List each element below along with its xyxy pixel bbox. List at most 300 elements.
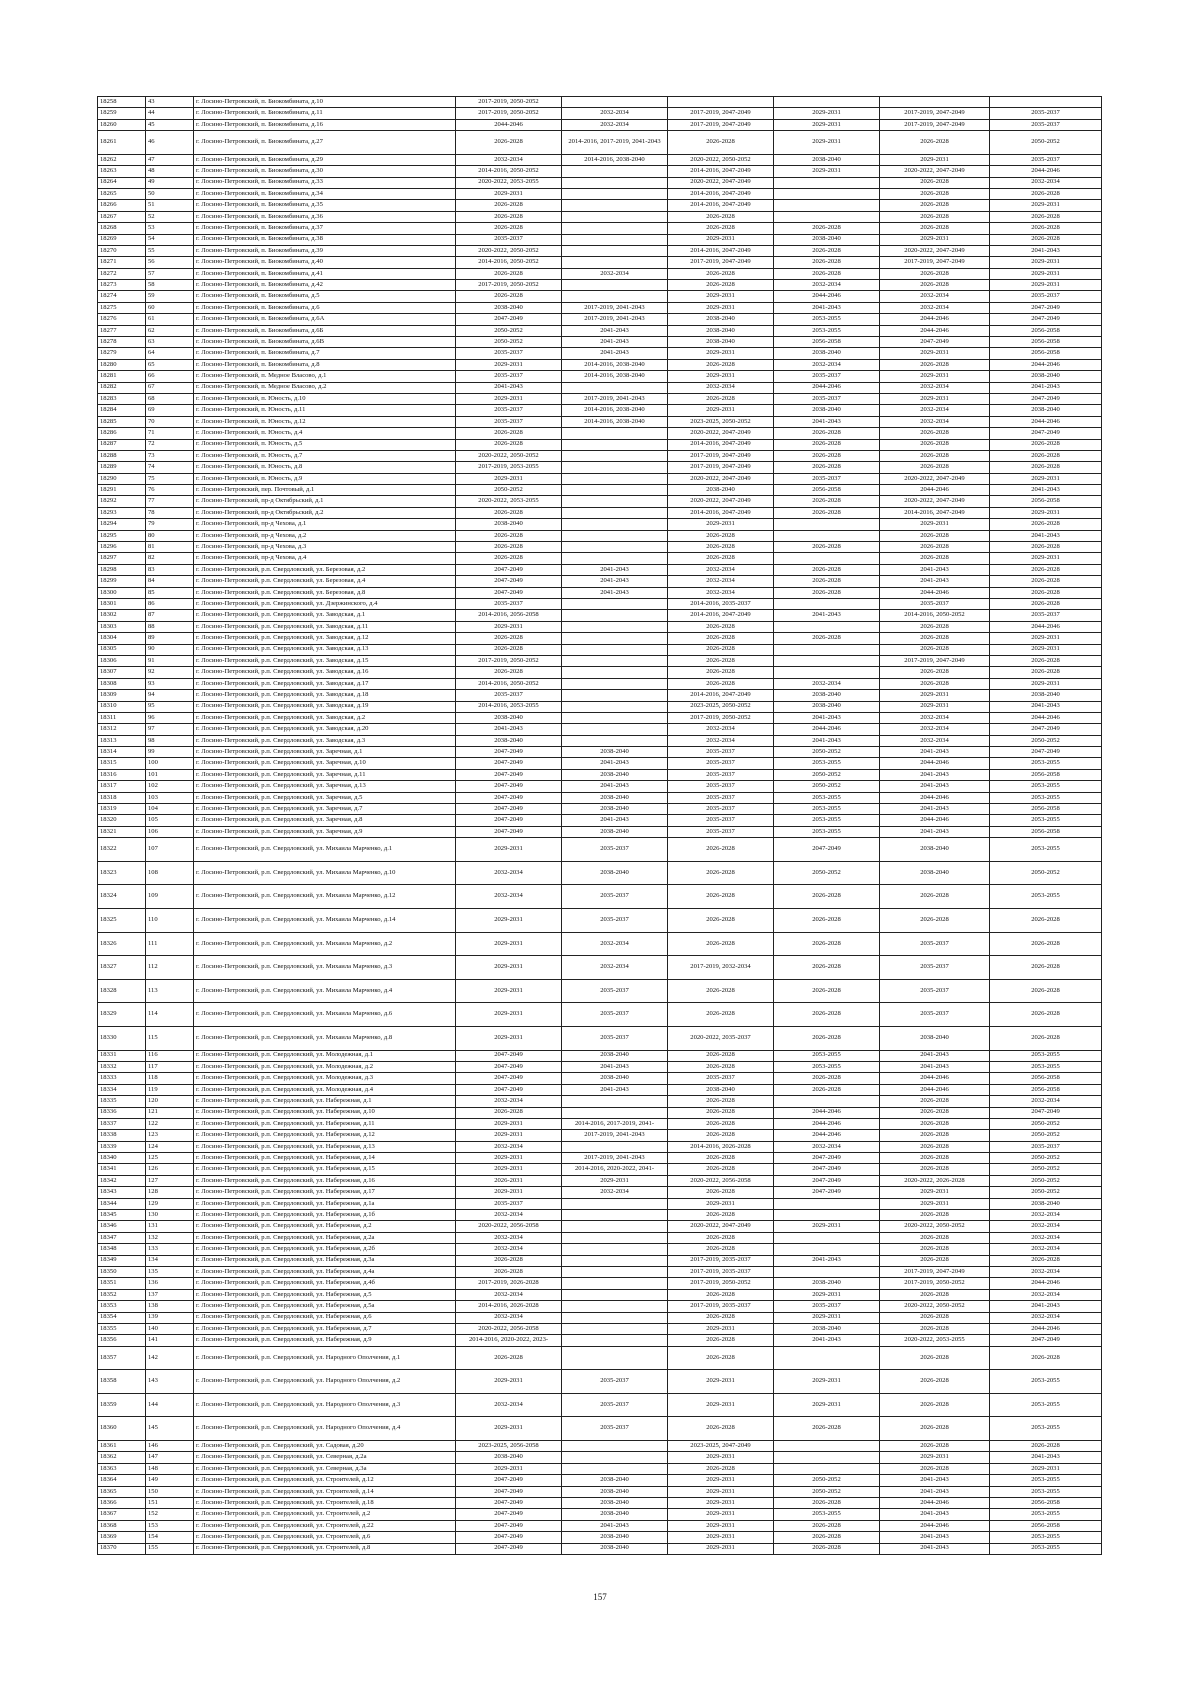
address-cell: г. Лосино-Петровский, р.п. Свердловский, ул. Набережная, д.7	[194, 1323, 456, 1334]
period-cell: 2035-2037	[990, 154, 1102, 165]
period-cell: 2029-2031	[456, 621, 562, 632]
period-cell	[774, 667, 880, 678]
period-cell	[562, 485, 668, 496]
period-cell: 2026-2028	[456, 1346, 562, 1370]
period-cell: 2053-2055	[774, 758, 880, 769]
period-cell: 2017-2019, 2047-2049	[880, 257, 990, 268]
period-cell: 2026-2028	[456, 439, 562, 450]
period-cell	[562, 97, 668, 108]
period-cell: 2026-2028	[990, 599, 1102, 610]
period-cell: 2017-2019, 2047-2049	[880, 108, 990, 119]
period-cell: 2026-2028	[880, 1323, 990, 1334]
table-row	[98, 1221, 1102, 1232]
address-cell: г. Лосино-Петровский, п. Биокомбината, д.6А	[194, 314, 456, 325]
period-cell	[562, 223, 668, 234]
period-cell: 2038-2040	[562, 861, 668, 885]
table-row	[98, 519, 1102, 530]
period-cell: 2026-2028	[774, 257, 880, 268]
period-cell: 2020-2022, 2047-2049	[668, 177, 774, 188]
period-cell: 2026-2028	[774, 1073, 880, 1084]
record-id-cell: 18266	[98, 200, 146, 211]
record-id-cell: 18281	[98, 371, 146, 382]
address-cell: г. Лосино-Петровский, п. Биокомбината, д.5	[194, 291, 456, 302]
table-row	[98, 932, 1102, 956]
period-cell: 2026-2028	[668, 678, 774, 689]
record-id-cell: 18355	[98, 1323, 146, 1334]
row-number-cell: 133	[146, 1244, 194, 1255]
period-cell: 2026-2028	[990, 576, 1102, 587]
record-id-cell: 18261	[98, 131, 146, 155]
row-number-cell: 97	[146, 724, 194, 735]
address-cell: г. Лосино-Петровский, р.п. Свердловский, ул. Молодежная, д.2	[194, 1061, 456, 1072]
address-cell: г. Лосино-Петровский, р.п. Свердловский, ул. Строителей, д.22	[194, 1520, 456, 1531]
period-cell	[562, 667, 668, 678]
period-cell: 2032-2034	[990, 1289, 1102, 1300]
period-cell: 2044-2046	[880, 1084, 990, 1095]
period-cell: 2047-2049	[456, 1061, 562, 1072]
period-cell: 2038-2040	[880, 861, 990, 885]
period-cell: 2026-2028	[456, 667, 562, 678]
address-cell: г. Лосино-Петровский, р.п. Свердловский, ул. Заречная, д.1	[194, 747, 456, 758]
period-cell: 2053-2055	[990, 1417, 1102, 1441]
period-cell	[774, 1452, 880, 1463]
table-row	[98, 587, 1102, 598]
record-id-cell: 18347	[98, 1232, 146, 1243]
period-cell: 2026-2028	[774, 576, 880, 587]
period-cell: 2044-2046	[880, 792, 990, 803]
period-cell: 2035-2037	[774, 393, 880, 404]
period-cell: 2041-2043	[562, 1084, 668, 1095]
period-cell: 2026-2028	[668, 1463, 774, 1474]
table-row	[98, 97, 1102, 108]
period-cell: 2035-2037	[880, 979, 990, 1003]
period-cell: 2026-2028	[774, 507, 880, 518]
table-row	[98, 416, 1102, 427]
table-row	[98, 223, 1102, 234]
row-number-cell: 106	[146, 826, 194, 837]
address-cell: г. Лосино-Петровский, р.п. Свердловский, ул. Заводская, д.20	[194, 724, 456, 735]
record-id-cell: 18298	[98, 564, 146, 575]
period-cell: 2044-2046	[990, 1278, 1102, 1289]
period-cell	[562, 280, 668, 291]
period-cell: 2017-2019, 2047-2049	[880, 1266, 990, 1277]
row-number-cell: 74	[146, 462, 194, 473]
row-number-cell: 140	[146, 1323, 194, 1334]
period-cell	[774, 1266, 880, 1277]
period-cell: 2026-2028	[774, 1026, 880, 1050]
period-cell: 2026-2028	[880, 1153, 990, 1164]
record-id-cell: 18369	[98, 1532, 146, 1543]
period-cell: 2026-2028	[774, 587, 880, 598]
period-cell: 2032-2034	[880, 405, 990, 416]
period-cell: 2035-2037	[562, 1393, 668, 1417]
row-number-cell: 114	[146, 1003, 194, 1027]
address-cell: г. Лосино-Петровский, пер. Почтовый, д.1	[194, 485, 456, 496]
period-cell	[562, 245, 668, 256]
row-number-cell: 131	[146, 1221, 194, 1232]
period-cell: 2017-2019, 2047-2049	[880, 119, 990, 130]
period-cell: 2035-2037	[456, 348, 562, 359]
period-cell: 2044-2046	[990, 416, 1102, 427]
period-cell: 2041-2043	[774, 735, 880, 746]
table-row	[98, 1532, 1102, 1543]
record-id-cell: 18367	[98, 1509, 146, 1520]
address-cell: г. Лосино-Петровский, р.п. Свердловский, ул. Заводская, д.1	[194, 610, 456, 621]
row-number-cell: 61	[146, 314, 194, 325]
period-cell: 2035-2037	[774, 1301, 880, 1312]
period-cell: 2026-2028	[990, 1255, 1102, 1266]
record-id-cell: 18265	[98, 188, 146, 199]
table-row	[98, 108, 1102, 119]
period-cell: 2029-2031	[774, 1221, 880, 1232]
period-cell: 2026-2028	[880, 1463, 990, 1474]
record-id-cell: 18287	[98, 439, 146, 450]
record-id-cell: 18302	[98, 610, 146, 621]
period-cell: 2047-2049	[990, 393, 1102, 404]
row-number-cell: 57	[146, 268, 194, 279]
period-cell: 2038-2040	[456, 302, 562, 313]
address-cell: г. Лосино-Петровский, п. Биокомбината, д.40	[194, 257, 456, 268]
record-id-cell: 18319	[98, 804, 146, 815]
period-cell: 2032-2034	[990, 1266, 1102, 1277]
period-cell: 2029-2031	[456, 979, 562, 1003]
address-cell: г. Лосино-Петровский, р.п. Свердловский, ул. Набережная, д.5а	[194, 1301, 456, 1312]
row-number-cell: 82	[146, 553, 194, 564]
period-cell: 2032-2034	[562, 932, 668, 956]
period-cell: 2020-2022, 2047-2049	[880, 166, 990, 177]
period-cell: 2026-2028	[456, 1255, 562, 1266]
period-cell: 2032-2034	[880, 724, 990, 735]
period-cell: 2026-2028	[668, 1187, 774, 1198]
record-id-cell: 18279	[98, 348, 146, 359]
period-cell: 2041-2043	[880, 1532, 990, 1543]
period-cell: 2041-2043	[990, 1301, 1102, 1312]
row-number-cell: 95	[146, 701, 194, 712]
period-cell: 2053-2055	[774, 1061, 880, 1072]
period-cell	[562, 450, 668, 461]
period-cell: 2053-2055	[774, 325, 880, 336]
address-cell: г. Лосино-Петровский, р.п. Свердловский, ул. Набережная, д.16	[194, 1175, 456, 1186]
period-cell: 2026-2028	[990, 1003, 1102, 1027]
period-cell: 2029-2031	[880, 1187, 990, 1198]
period-cell: 2053-2055	[774, 804, 880, 815]
period-cell: 2047-2049	[456, 769, 562, 780]
record-id-cell: 18341	[98, 1164, 146, 1175]
period-cell: 2026-2028	[990, 1346, 1102, 1370]
period-cell: 2053-2055	[990, 781, 1102, 792]
period-cell: 2047-2049	[990, 302, 1102, 313]
row-number-cell: 118	[146, 1073, 194, 1084]
period-cell: 2020-2022, 2053-2055	[880, 1335, 990, 1346]
period-cell: 2026-2028	[668, 861, 774, 885]
row-number-cell: 129	[146, 1198, 194, 1209]
period-cell: 2041-2043	[880, 826, 990, 837]
table-row	[98, 1107, 1102, 1118]
address-cell: г. Лосино-Петровский, р.п. Свердловский, ул. Михаила Марченко, д.12	[194, 885, 456, 909]
period-cell: 2038-2040	[880, 1026, 990, 1050]
table-row	[98, 781, 1102, 792]
period-cell	[562, 462, 668, 473]
address-cell: г. Лосино-Петровский, р.п. Свердловский, ул. Набережная, д.1б	[194, 1210, 456, 1221]
period-cell: 2035-2037	[562, 1026, 668, 1050]
period-cell: 2026-2028	[774, 496, 880, 507]
period-cell: 2038-2040	[774, 234, 880, 245]
record-id-cell: 18292	[98, 496, 146, 507]
period-cell: 2026-2028	[880, 188, 990, 199]
address-cell: г. Лосино-Петровский, п. Биокомбината, д.8	[194, 359, 456, 370]
period-cell: 2047-2049	[990, 314, 1102, 325]
row-number-cell: 155	[146, 1543, 194, 1554]
period-cell: 2047-2049	[456, 1509, 562, 1520]
period-cell: 2044-2046	[880, 1520, 990, 1531]
row-number-cell: 135	[146, 1266, 194, 1277]
table-row	[98, 131, 1102, 155]
row-number-cell: 153	[146, 1520, 194, 1531]
record-id-cell: 18325	[98, 908, 146, 932]
address-cell: г. Лосино-Петровский, п. Биокомбината, д.35	[194, 200, 456, 211]
period-cell: 2047-2049	[774, 1187, 880, 1198]
table-row	[98, 1346, 1102, 1370]
address-cell: г. Лосино-Петровский, р.п. Свердловский, ул. Набережная, д.15	[194, 1164, 456, 1175]
table-row	[98, 1463, 1102, 1474]
period-cell: 2026-2028	[668, 530, 774, 541]
table-row	[98, 1084, 1102, 1095]
address-cell: г. Лосино-Петровский, п. Биокомбината, д.29	[194, 154, 456, 165]
period-cell: 2038-2040	[774, 1323, 880, 1334]
period-cell: 2041-2043	[990, 485, 1102, 496]
period-cell: 2029-2031	[456, 1187, 562, 1198]
period-cell: 2020-2022, 2050-2052	[880, 1221, 990, 1232]
period-cell: 2026-2028	[990, 956, 1102, 980]
period-cell: 2032-2034	[774, 1141, 880, 1152]
table-row	[98, 678, 1102, 689]
period-cell: 2026-2028	[668, 1417, 774, 1441]
address-cell: г. Лосино-Петровский, п. Биокомбината, д.38	[194, 234, 456, 245]
table-row	[98, 1141, 1102, 1152]
table-row	[98, 280, 1102, 291]
period-cell: 2038-2040	[668, 485, 774, 496]
record-id-cell: 18305	[98, 644, 146, 655]
row-number-cell: 132	[146, 1232, 194, 1243]
period-cell: 2026-2028	[774, 1498, 880, 1509]
period-cell: 2047-2049	[456, 792, 562, 803]
record-id-cell: 18267	[98, 211, 146, 222]
period-cell	[562, 1210, 668, 1221]
period-cell: 2026-2028	[668, 223, 774, 234]
period-cell: 2014-2016, 2047-2049	[668, 166, 774, 177]
period-cell: 2029-2031	[880, 1198, 990, 1209]
table-row	[98, 1198, 1102, 1209]
period-cell	[562, 1335, 668, 1346]
period-cell: 2038-2040	[774, 701, 880, 712]
period-cell: 2029-2031	[456, 359, 562, 370]
period-cell: 2026-2028	[774, 1417, 880, 1441]
period-cell: 2032-2034	[774, 359, 880, 370]
period-cell: 2026-2028	[668, 280, 774, 291]
row-number-cell: 77	[146, 496, 194, 507]
period-cell: 2032-2034	[562, 1187, 668, 1198]
period-cell: 2053-2055	[774, 314, 880, 325]
period-cell: 2014-2016, 2047-2049	[880, 507, 990, 518]
period-cell: 2026-2028	[456, 291, 562, 302]
address-cell: г. Лосино-Петровский, п. Биокомбината, д.11	[194, 108, 456, 119]
period-cell: 2041-2043	[880, 1050, 990, 1061]
period-cell	[774, 1244, 880, 1255]
period-cell: 2026-2028	[774, 1543, 880, 1554]
address-cell: г. Лосино-Петровский, р.п. Свердловский, ул. Михаила Марченко, д.3	[194, 956, 456, 980]
period-cell: 2029-2031	[880, 234, 990, 245]
period-cell: 2053-2055	[990, 1509, 1102, 1520]
period-cell: 2035-2037	[668, 792, 774, 803]
address-cell: г. Лосино-Петровский, р.п. Свердловский, ул. Заречная, д.7	[194, 804, 456, 815]
period-cell: 2014-2016, 2053-2055	[456, 701, 562, 712]
address-cell: г. Лосино-Петровский, р.п. Свердловский, ул. Садовая, д.20	[194, 1441, 456, 1452]
period-cell: 2056-2058	[990, 496, 1102, 507]
period-cell: 2026-2028	[456, 211, 562, 222]
period-cell: 2053-2055	[990, 1475, 1102, 1486]
period-cell: 2032-2034	[880, 302, 990, 313]
row-number-cell: 64	[146, 348, 194, 359]
period-cell: 2053-2055	[990, 1486, 1102, 1497]
address-cell: г. Лосино-Петровский, р.п. Свердловский, ул. Набережная, д.12	[194, 1130, 456, 1141]
period-cell: 2026-2028	[990, 979, 1102, 1003]
period-cell	[774, 530, 880, 541]
table-row	[98, 735, 1102, 746]
period-cell: 2026-2028	[668, 553, 774, 564]
period-cell: 2026-2028	[668, 1244, 774, 1255]
address-cell: г. Лосино-Петровский, р.п. Свердловский, ул. Строителей, д.18	[194, 1498, 456, 1509]
period-cell: 2014-2016, 2047-2049	[668, 610, 774, 621]
period-cell: 2026-2028	[668, 1164, 774, 1175]
period-cell: 2029-2031	[774, 131, 880, 155]
period-cell: 2029-2031	[456, 1370, 562, 1394]
period-cell	[562, 291, 668, 302]
address-cell: г. Лосино-Петровский, р.п. Свердловский, ул. Михаила Марченко, д.14	[194, 908, 456, 932]
period-cell: 2047-2049	[456, 1532, 562, 1543]
period-cell: 2053-2055	[774, 815, 880, 826]
period-cell: 2050-2052	[990, 1153, 1102, 1164]
period-cell: 2020-2022, 2050-2052	[456, 245, 562, 256]
table-row	[98, 979, 1102, 1003]
record-id-cell: 18346	[98, 1221, 146, 1232]
period-cell	[562, 177, 668, 188]
period-cell: 2026-2028	[456, 1266, 562, 1277]
table-row	[98, 154, 1102, 165]
table-row	[98, 1164, 1102, 1175]
period-cell: 2017-2019, 2026-2028	[456, 1278, 562, 1289]
row-number-cell: 104	[146, 804, 194, 815]
row-number-cell: 148	[146, 1463, 194, 1474]
address-cell: г. Лосино-Петровский, п. Биокомбината, д.6	[194, 302, 456, 313]
period-cell: 2029-2031	[668, 519, 774, 530]
row-number-cell: 73	[146, 450, 194, 461]
record-id-cell: 18288	[98, 450, 146, 461]
period-cell: 2029-2031	[456, 1118, 562, 1129]
address-cell: г. Лосино-Петровский, р.п. Свердловский, ул. Набережная, д.6	[194, 1312, 456, 1323]
table-row	[98, 769, 1102, 780]
row-number-cell: 60	[146, 302, 194, 313]
address-cell: г. Лосино-Петровский, р.п. Свердловский, ул. Заводская, д.3	[194, 735, 456, 746]
record-id-cell: 18308	[98, 678, 146, 689]
period-cell: 2029-2031	[880, 154, 990, 165]
record-id-cell: 18276	[98, 314, 146, 325]
period-cell: 2026-2028	[456, 428, 562, 439]
period-cell: 2044-2046	[880, 1073, 990, 1084]
period-cell: 2026-2028	[880, 462, 990, 473]
address-cell: г. Лосино-Петровский, п. Биокомбината, д.33	[194, 177, 456, 188]
period-cell: 2026-2028	[990, 908, 1102, 932]
period-cell	[562, 1107, 668, 1118]
record-id-cell: 18361	[98, 1441, 146, 1452]
period-cell: 2026-2028	[774, 462, 880, 473]
period-cell: 2026-2028	[456, 507, 562, 518]
period-cell: 2026-2028	[880, 1346, 990, 1370]
period-cell: 2026-2028	[990, 932, 1102, 956]
row-number-cell: 152	[146, 1509, 194, 1520]
row-number-cell: 117	[146, 1061, 194, 1072]
row-number-cell: 145	[146, 1417, 194, 1441]
table-row	[98, 1452, 1102, 1463]
period-cell: 2035-2037	[668, 804, 774, 815]
record-id-cell: 18284	[98, 405, 146, 416]
address-cell: г. Лосино-Петровский, п. Медное Власово, д.2	[194, 382, 456, 393]
record-id-cell: 18285	[98, 416, 146, 427]
record-id-cell: 18345	[98, 1210, 146, 1221]
period-cell: 2026-2028	[668, 1130, 774, 1141]
period-cell: 2023-2025, 2050-2052	[668, 416, 774, 427]
row-number-cell: 85	[146, 587, 194, 598]
address-cell: г. Лосино-Петровский, р.п. Свердловский, ул. Заводская, д.13	[194, 644, 456, 655]
period-cell	[774, 211, 880, 222]
period-cell: 2035-2037	[880, 1003, 990, 1027]
period-cell	[562, 542, 668, 553]
period-cell: 2041-2043	[774, 416, 880, 427]
period-cell: 2053-2055	[774, 826, 880, 837]
period-cell: 2032-2034	[990, 1312, 1102, 1323]
period-cell	[562, 1289, 668, 1300]
period-cell: 2044-2046	[880, 1498, 990, 1509]
period-cell	[562, 1312, 668, 1323]
address-cell: г. Лосино-Петровский, р.п. Свердловский, ул. Заводская, д.2	[194, 712, 456, 723]
record-id-cell: 18282	[98, 382, 146, 393]
period-cell: 2029-2031	[990, 553, 1102, 564]
table-row	[98, 348, 1102, 359]
period-cell: 2026-2028	[880, 1096, 990, 1107]
period-cell	[562, 1255, 668, 1266]
row-number-cell: 50	[146, 188, 194, 199]
period-cell: 2041-2043	[562, 576, 668, 587]
row-number-cell: 66	[146, 371, 194, 382]
table-row	[98, 1543, 1102, 1554]
record-id-cell: 18368	[98, 1520, 146, 1531]
record-id-cell: 18312	[98, 724, 146, 735]
period-cell: 2056-2058	[990, 1073, 1102, 1084]
record-id-cell: 18258	[98, 97, 146, 108]
period-cell: 2017-2019, 2050-2052	[880, 1278, 990, 1289]
period-cell: 2032-2034	[456, 1096, 562, 1107]
period-cell: 2047-2049	[456, 587, 562, 598]
row-number-cell: 56	[146, 257, 194, 268]
address-cell: г. Лосино-Петровский, р.п. Свердловский, ул. Михаила Марченко, д.1	[194, 838, 456, 862]
period-cell: 2029-2031	[668, 1509, 774, 1520]
address-cell: г. Лосино-Петровский, р.п. Свердловский, ул. Молодежная, д.3	[194, 1073, 456, 1084]
row-number-cell: 76	[146, 485, 194, 496]
record-id-cell: 18260	[98, 119, 146, 130]
address-cell: г. Лосино-Петровский, р.п. Свердловский, ул. Заводская, д.12	[194, 633, 456, 644]
period-cell	[562, 382, 668, 393]
period-cell: 2038-2040	[456, 519, 562, 530]
period-cell: 2020-2022, 2047-2049	[668, 1221, 774, 1232]
